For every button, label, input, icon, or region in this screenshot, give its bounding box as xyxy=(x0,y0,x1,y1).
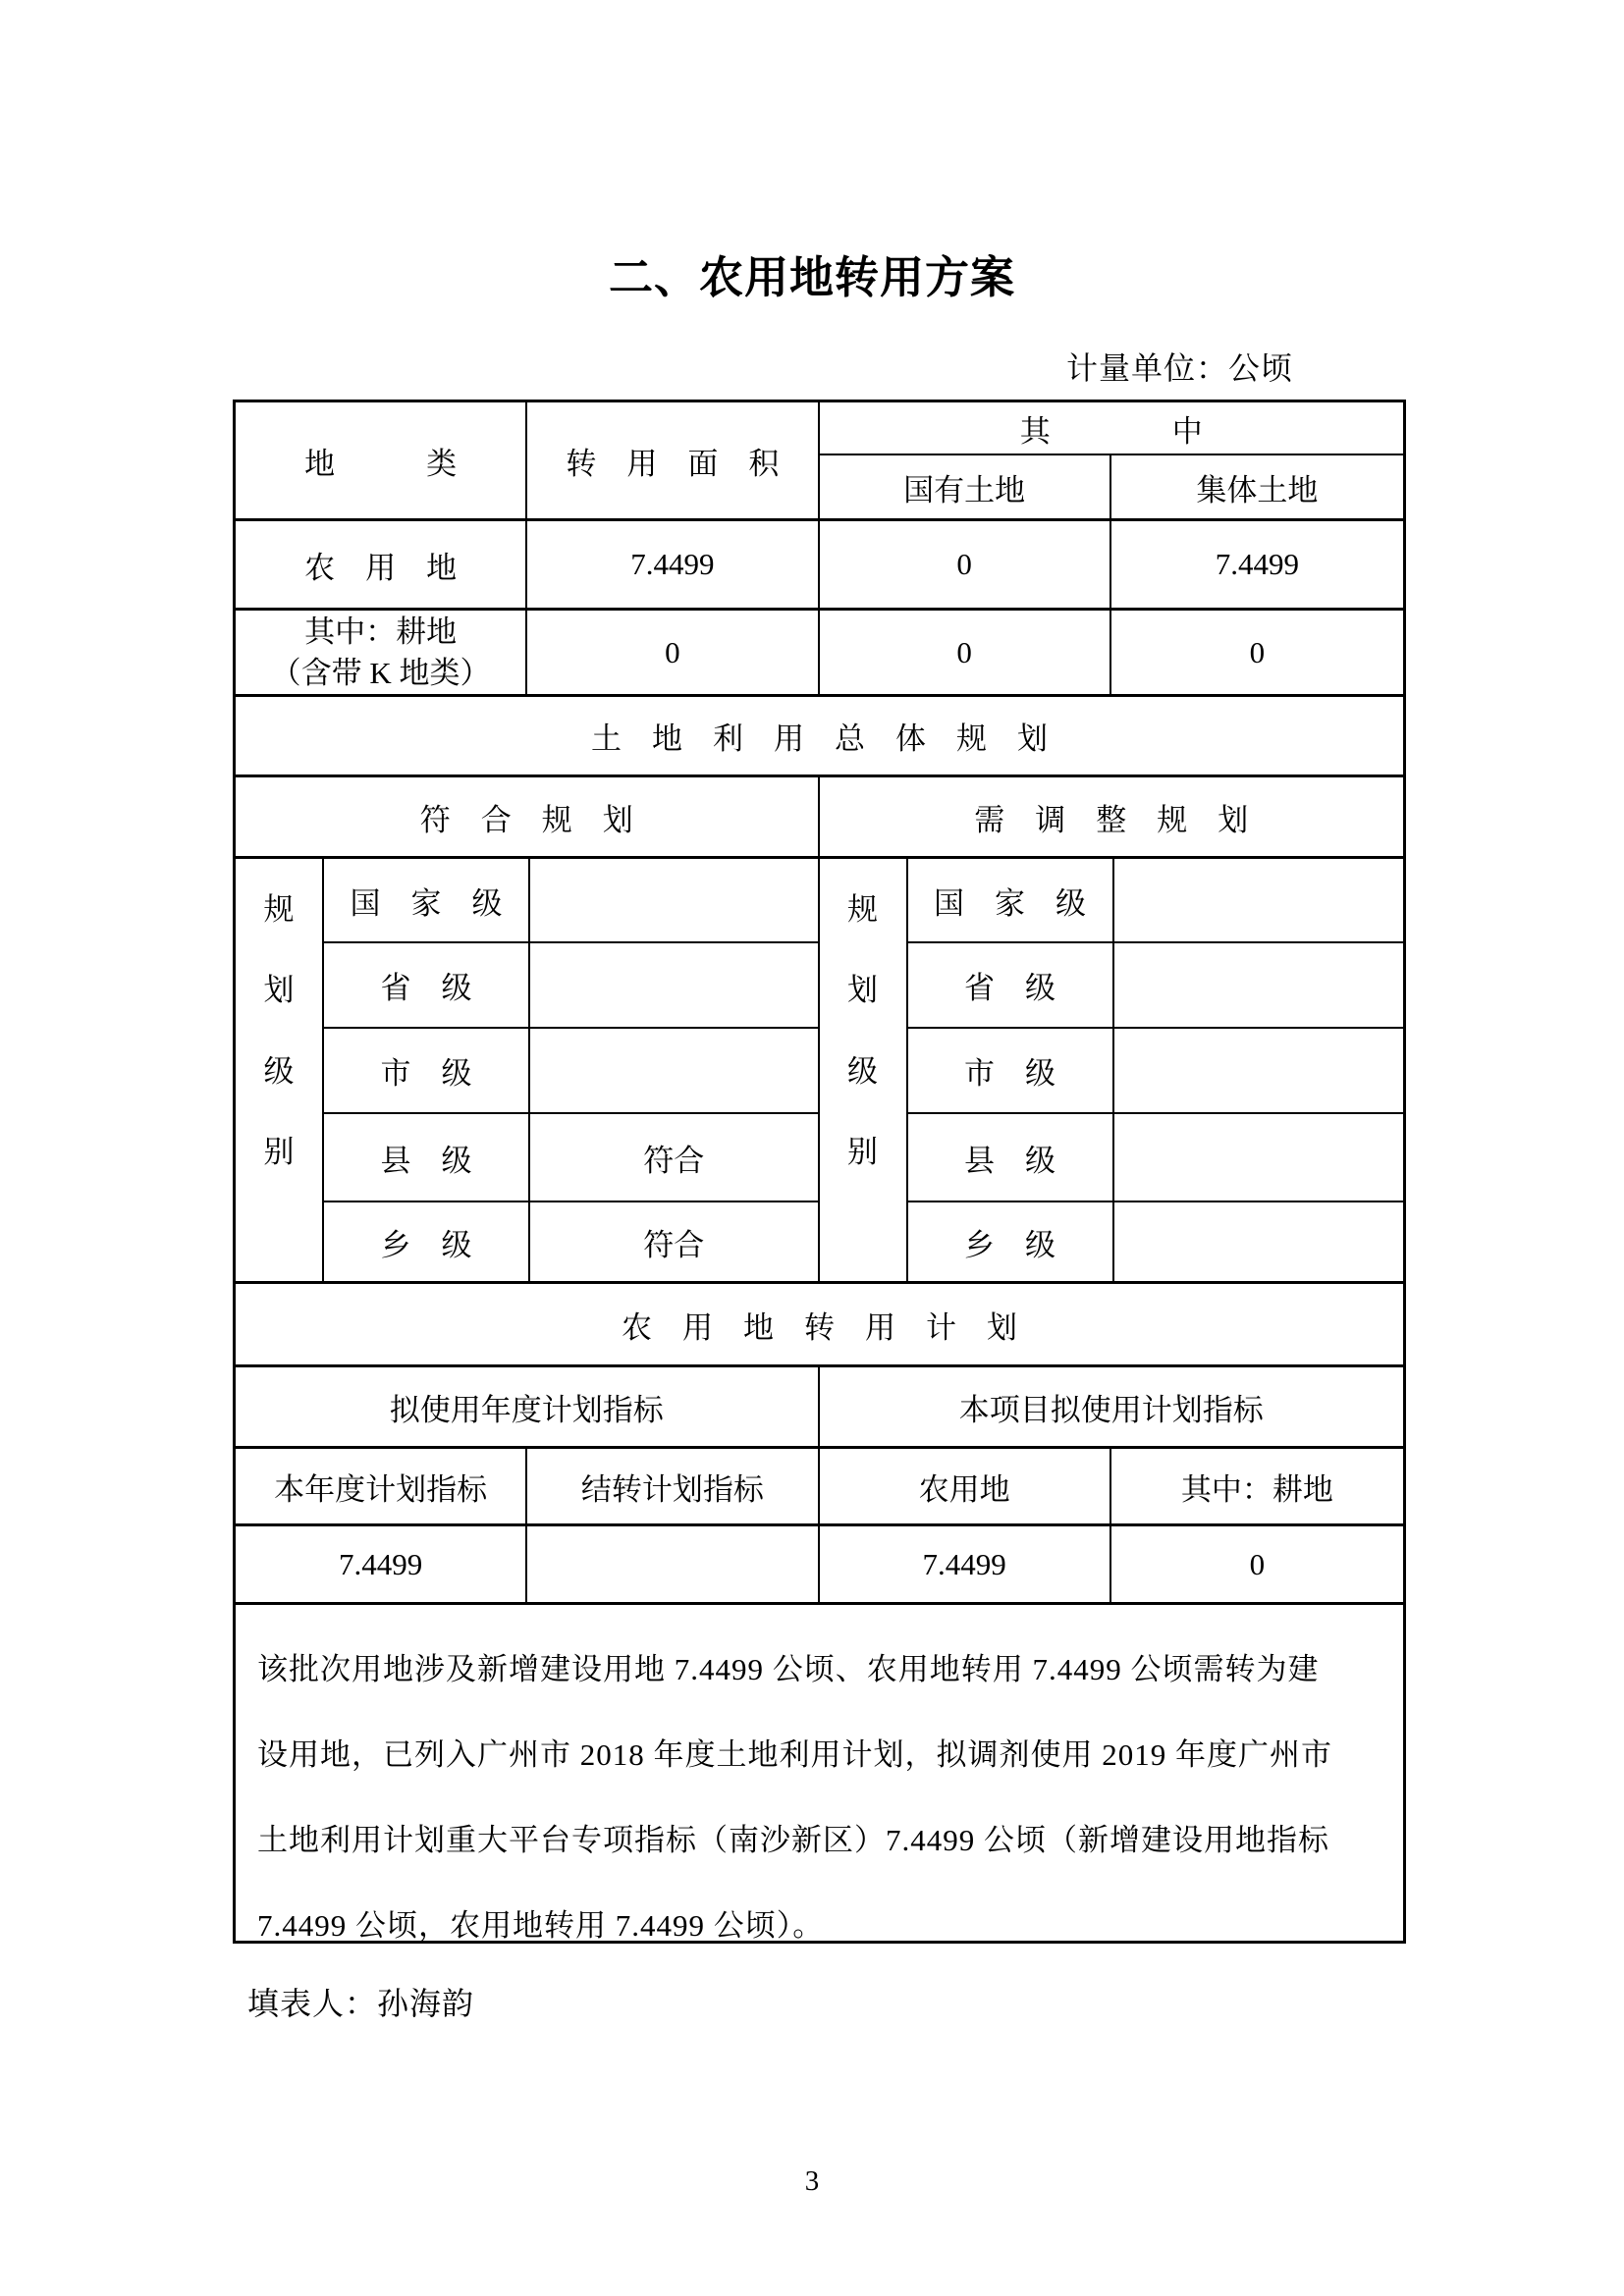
axis-char: 级 xyxy=(847,1053,878,1089)
axis-char: 划 xyxy=(263,973,295,1008)
adjust-value xyxy=(1114,1029,1404,1112)
axis-char: 别 xyxy=(847,1134,878,1169)
planning-axis-label-left xyxy=(236,859,324,1281)
header-conversion-area: 转 用 面 积 xyxy=(527,402,819,518)
level-label: 省 级 xyxy=(324,943,530,1027)
comply-row-national xyxy=(324,859,818,943)
planning-section-band xyxy=(236,697,1403,777)
note-line-1: 该批次用地涉及新增建设用地 7.4499 公顷、农用地转用 7.4499 公顷需转为建 xyxy=(257,1652,1320,1686)
level-label: 乡 级 xyxy=(908,1202,1114,1281)
plan-col-headers-band xyxy=(236,1449,1403,1526)
header-of-which: 其 中 xyxy=(820,402,1404,455)
col-header-current-year: 本年度计划指标 xyxy=(236,1449,527,1523)
level-label: 市 级 xyxy=(908,1029,1114,1112)
value-current-year: 7.4499 xyxy=(236,1526,527,1602)
level-label: 国 家 级 xyxy=(324,859,530,941)
axis-char: 级 xyxy=(263,1053,295,1089)
col-header-carryover: 结转计划指标 xyxy=(527,1449,819,1523)
cultivated-label-line1: 其中：耕地 xyxy=(304,614,458,649)
header-state-owned: 国有土地 xyxy=(820,455,1111,518)
cultivated-label-line2: （含带 K 地类） xyxy=(270,655,491,690)
level-label: 国 家 级 xyxy=(908,859,1114,941)
comply-value: 符合 xyxy=(643,1143,705,1178)
table-row-cultivated xyxy=(236,611,1403,697)
table-row-agricultural xyxy=(236,521,1403,611)
agricultural-label: 农 用 地 xyxy=(236,521,527,608)
cultivated-state-owned: 0 xyxy=(820,611,1111,694)
planning-subheaders-band xyxy=(236,777,1403,859)
page-number: 3 xyxy=(804,2165,820,2197)
planning-section-title: 土 地 利 用 总 体 规 划 xyxy=(591,721,1048,756)
value-agricultural: 7.4499 xyxy=(820,1526,1111,1602)
planning-levels-band xyxy=(236,859,1403,1284)
agricultural-state-owned: 0 xyxy=(820,521,1111,608)
comply-header: 符 合 规 划 xyxy=(236,777,820,856)
planning-axis-label-right xyxy=(820,859,908,1281)
comply-row-city xyxy=(324,1029,818,1114)
note-line-4: 7.4499 公顷，农用地转用 7.4499 公顷）。 xyxy=(257,1908,825,1943)
adjust-value xyxy=(1114,1202,1404,1281)
header-land-type: 地 类 xyxy=(236,402,527,518)
adjust-row-city xyxy=(908,1029,1404,1114)
adjust-rows xyxy=(908,859,1404,1281)
adjust-row-township xyxy=(908,1202,1404,1281)
comply-row-township xyxy=(324,1202,818,1281)
value-carryover xyxy=(527,1526,819,1602)
project-indicator-header: 本项目拟使用计划指标 xyxy=(958,1392,1264,1427)
comply-value xyxy=(530,859,818,941)
comply-value xyxy=(530,943,818,1027)
adjust-row-national xyxy=(908,859,1404,943)
preparer-label: 填表人：孙海韵 xyxy=(247,1986,475,2021)
comply-value: 符合 xyxy=(643,1227,705,1262)
comply-row-province xyxy=(324,943,818,1029)
axis-char: 规 xyxy=(263,892,295,927)
level-label: 市 级 xyxy=(324,1029,530,1112)
conversion-plan-band xyxy=(236,1284,1403,1367)
adjust-value xyxy=(1114,943,1404,1027)
adjust-value xyxy=(1114,1114,1404,1201)
note-line-2: 设用地，已列入广州市 2018 年度土地利用计划，拟调剂使用 2019 年度广州市 xyxy=(257,1737,1332,1772)
comply-rows xyxy=(324,859,818,1281)
note-paragraph xyxy=(236,1605,1403,1968)
comply-value xyxy=(530,1029,818,1112)
comply-row-county xyxy=(324,1114,818,1202)
level-label: 乡 级 xyxy=(324,1202,530,1281)
header-of-which-split xyxy=(820,455,1404,518)
header-of-which-group xyxy=(820,402,1404,518)
annual-indicator-header: 拟使用年度计划指标 xyxy=(236,1367,820,1446)
axis-char: 别 xyxy=(263,1134,295,1169)
adjust-row-county xyxy=(908,1114,1404,1202)
axis-char: 划 xyxy=(847,973,878,1008)
cultivated-label xyxy=(236,611,527,694)
cultivated-area: 0 xyxy=(527,611,819,694)
land-conversion-table xyxy=(233,400,1406,1944)
axis-char: 规 xyxy=(847,892,878,927)
agricultural-area: 7.4499 xyxy=(527,521,819,608)
adjust-header: 需 调 整 规 划 xyxy=(974,802,1249,837)
unit-note: 计量单位：公顷 xyxy=(1066,350,1294,386)
value-cultivated: 0 xyxy=(1249,1546,1266,1581)
col-header-cultivated: 其中：耕地 xyxy=(1180,1471,1333,1507)
table-header-band xyxy=(236,402,1403,521)
level-label: 省 级 xyxy=(908,943,1114,1027)
plan-values-band xyxy=(236,1526,1403,1605)
conversion-plan-title: 农 用 地 转 用 计 划 xyxy=(622,1309,1017,1345)
adjust-half xyxy=(820,859,1404,1281)
note-line-3: 土地利用计划重大平台专项指标（南沙新区）7.4499 公顷（新增建设用地指标 xyxy=(257,1823,1329,1857)
plan-group-headers-band xyxy=(236,1367,1403,1449)
agricultural-collective: 7.4499 xyxy=(1215,547,1299,581)
col-header-agricultural: 农用地 xyxy=(820,1449,1111,1523)
level-label: 县 级 xyxy=(324,1114,530,1201)
header-collective: 集体土地 xyxy=(1196,472,1319,507)
page-title: 二、农用地转用方案 xyxy=(608,252,1015,302)
level-label: 县 级 xyxy=(908,1114,1114,1201)
adjust-row-province xyxy=(908,943,1404,1029)
comply-half xyxy=(236,859,820,1281)
cultivated-collective: 0 xyxy=(1249,634,1266,669)
adjust-value xyxy=(1114,859,1404,941)
